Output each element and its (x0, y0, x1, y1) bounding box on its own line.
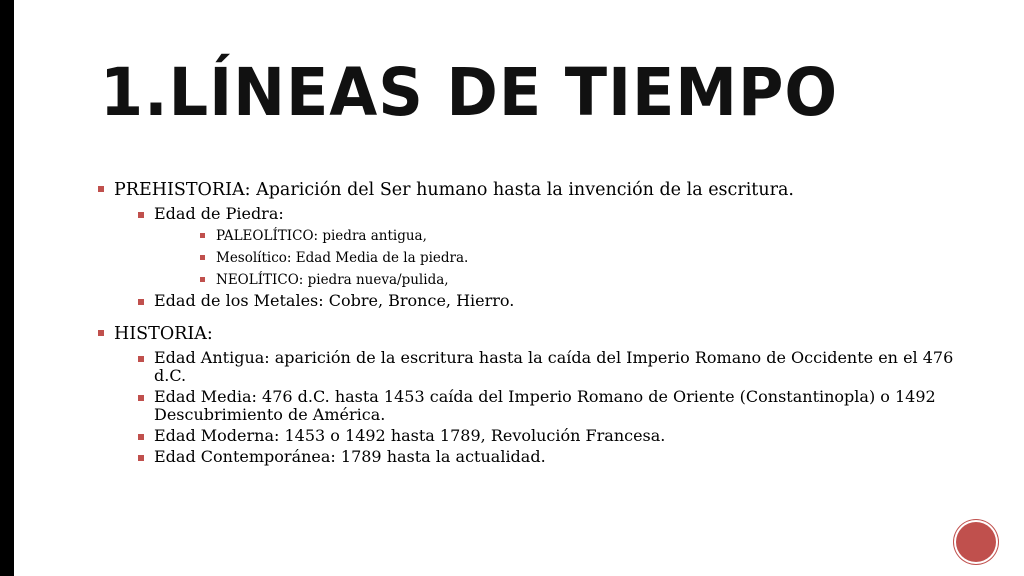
sublist (114, 205, 956, 310)
list-item-text: Edad Contemporánea: 1789 hasta la actualidad. (154, 447, 546, 466)
list-item-text: Edad de los Metales: Cobre, Bronce, Hierro. (154, 291, 515, 310)
square-bullet-icon (200, 255, 205, 260)
slide-content (96, 178, 956, 466)
sublist (154, 227, 956, 289)
list-item (114, 292, 956, 310)
slide-nav-button[interactable] (956, 522, 996, 562)
square-bullet-icon (138, 395, 144, 401)
section-prehistoria (96, 178, 956, 310)
square-bullet-icon (138, 434, 144, 440)
square-bullet-icon (98, 186, 104, 192)
list-item (114, 205, 956, 289)
list-item-text: Edad Antigua: aparición de la escritura hasta la caída del Imperio Romano de Occidente en el 476 d.C. (154, 348, 954, 385)
sublist (114, 349, 956, 466)
square-bullet-icon (200, 277, 205, 282)
list-item (114, 448, 956, 466)
list-item (114, 349, 956, 385)
square-bullet-icon (200, 233, 205, 238)
section-heading: HISTORIA: (114, 324, 213, 344)
square-bullet-icon (138, 299, 144, 305)
list-item (154, 227, 956, 245)
list-item (154, 249, 956, 267)
square-bullet-icon (138, 356, 144, 362)
list-item (114, 427, 956, 445)
section-heading: PREHISTORIA: Aparición del Ser humano hasta la invención de la escritura. (114, 180, 794, 200)
list-item-text: Edad Moderna: 1453 o 1492 hasta 1789, Revolución Francesa. (154, 426, 666, 445)
list-item-text: Edad Media: 476 d.C. hasta 1453 caída del Imperio Romano de Oriente (Constantinopla) o 1492 Descubrimiento de América. (154, 387, 936, 424)
list-item-text: Edad de Piedra: (154, 204, 284, 223)
list-item-text: NEOLÍTICO: piedra nueva/pulida, (216, 272, 449, 288)
list-item-text: PALEOLÍTICO: piedra antigua, (216, 228, 427, 244)
section-historia (96, 322, 956, 466)
slide-title: 1.LÍNEAS DE TIEMPO (100, 54, 839, 131)
list-item (114, 388, 956, 424)
square-bullet-icon (138, 455, 144, 461)
list-item-text: Mesolítico: Edad Media de la piedra. (216, 250, 469, 266)
square-bullet-icon (98, 330, 104, 336)
square-bullet-icon (138, 212, 144, 218)
left-accent-bar (0, 0, 14, 576)
list-item (154, 271, 956, 289)
